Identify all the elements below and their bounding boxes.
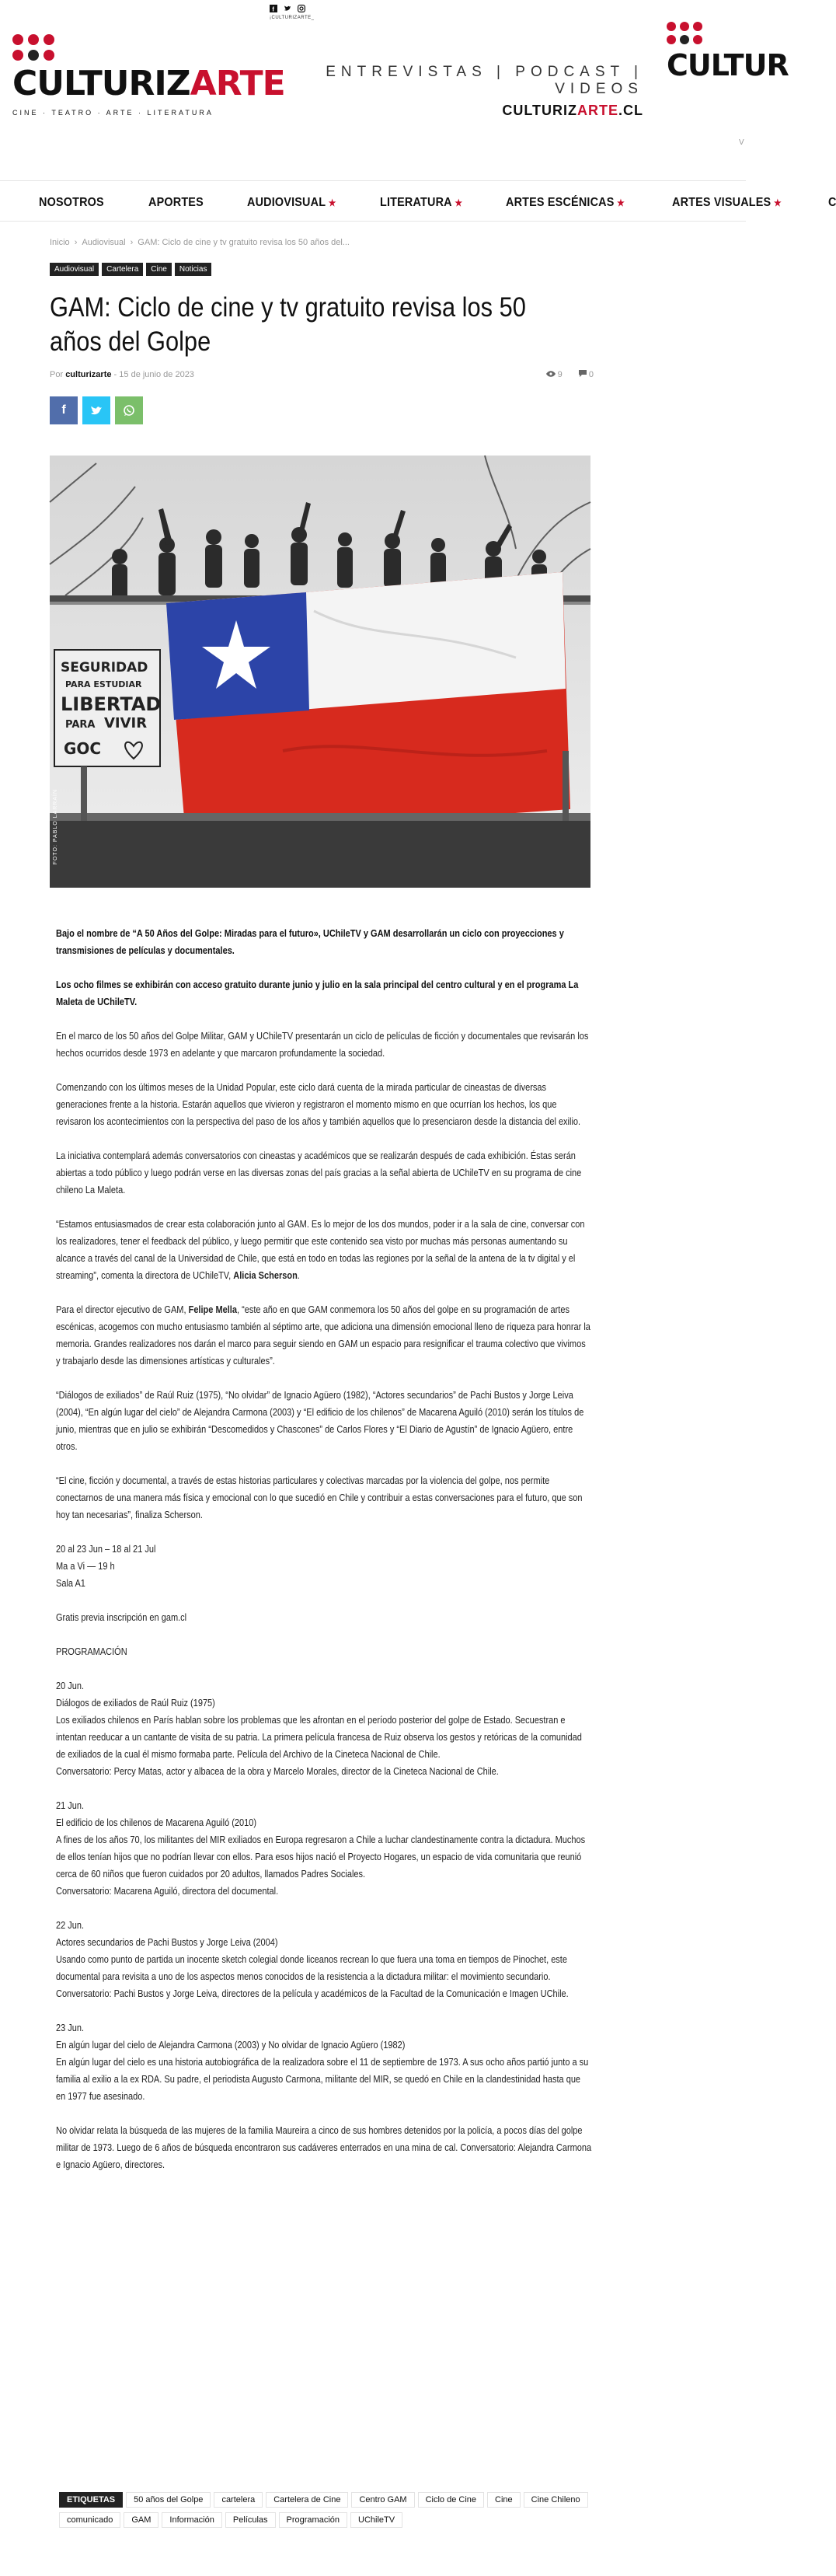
- twitter-icon[interactable]: [284, 5, 291, 12]
- tag-link[interactable]: Cine Chileno: [524, 2492, 588, 2508]
- share-twitter-button[interactable]: [82, 396, 110, 424]
- tag-link[interactable]: Información: [162, 2512, 221, 2528]
- nav-item-nosotros[interactable]: NOSOTROS: [39, 196, 104, 209]
- tags-label: ETIQUETAS: [59, 2492, 123, 2508]
- program-day: 21 Jun. El edificio de los chilenos de Macarena Aguiló (2010) A fines de los años 70, los militantes del MIR exiliados en Europa regresaron a Chile a luchar clandestinamente contra la dictadura. Muchos de ellos tenían hijos que no podrían llevar con ellos. Para esos hijos nació el Proyecto Hogares, un espacio de vida comunitaria que reunió cerca de 60 niños que fueron cuidados por 20 adultos, llamados Padres Sociales. Conversatorio: Macarena Aguiló, directora del documental.: [56, 1800, 586, 1897]
- facebook-icon[interactable]: [270, 5, 277, 12]
- banner-logo: CULTUR: [667, 22, 746, 80]
- category-cartelera[interactable]: Cartelera: [102, 263, 143, 276]
- article-quote: “Estamos entusiasmados de crear esta colaboración junto al GAM. Es lo mejor de los dos mundos, poder ir a la sala de cine, conversar con los realizadores, tener el feedback del público, y luego permitir que este contenido sea visto por muchas más personas aumentando su alcance a través del canal de la Universidad de Chile, que está en todo en todas las regiones por la señal de la antena de la tv digital y el streaming”, comenta la directora de UChileTV, Alicia Scherson.: [56, 1219, 585, 1281]
- tag-link[interactable]: 50 años del Golpe: [126, 2492, 211, 2508]
- article-lead: Bajo el nombre de “A 50 Años del Golpe: Miradas para el futuro», UChileTV y GAM desarrollarán un ciclo con proyecciones y transmisiones de películas y documentales.: [56, 928, 564, 956]
- whatsapp-icon: [123, 404, 135, 417]
- eye-icon: [546, 371, 556, 377]
- nav-item-literatura[interactable]: LITERATURA ★: [380, 196, 463, 209]
- logo-dots: [12, 34, 222, 61]
- banner-edge-text: V: [739, 138, 744, 147]
- tag-link[interactable]: Centro GAM: [351, 2492, 414, 2508]
- category-cine[interactable]: Cine: [146, 263, 172, 276]
- breadcrumb-home[interactable]: Inicio: [50, 238, 70, 247]
- category-noticias[interactable]: Noticias: [175, 263, 212, 276]
- post-tags: [59, 2492, 618, 2528]
- header-divider: [0, 180, 746, 181]
- article-paragraph: Comenzando con los últimos meses de la Unidad Popular, este ciclo dará cuenta de la mirada particular de cineastas de diversas generaciones frente a la historia. Estarán aquellos que vivieron y registraron el momento mismo en que ocurrían los hechos, los que revisaron los acontecimientos con la perspectiva del paso de los años y también aquellos que lo presenciaron desde la distancia del exilio.: [56, 1082, 581, 1127]
- comment-icon: [579, 370, 587, 377]
- banner-url: CULTURIZARTE.CL: [502, 103, 643, 118]
- svg-text:GOC: GOC: [64, 739, 102, 758]
- top-social-bar: [270, 5, 363, 20]
- tag-link[interactable]: comunicado: [59, 2512, 120, 2528]
- header-banner[interactable]: [270, 64, 643, 119]
- main-nav: [0, 185, 836, 221]
- facebook-icon: f: [61, 403, 66, 417]
- svg-text:PARA ESTUDIAR: PARA ESTUDIAR: [65, 679, 142, 689]
- tag-link[interactable]: Cine: [487, 2492, 521, 2508]
- banner-nav: ENTREVISTAS | PODCAST | VIDEOS: [326, 64, 643, 97]
- nav-item-artes-visuales[interactable]: ARTES VISUALES ★: [672, 196, 782, 209]
- tag-link[interactable]: Programación: [279, 2512, 347, 2528]
- tag-link[interactable]: GAM: [124, 2512, 158, 2528]
- hero-caption: FOTO: PABLO LARRAÍN: [53, 788, 58, 864]
- post-title: GAM: Ciclo de cine y tv gratuito revisa los 50 años del Golpe: [50, 292, 526, 357]
- post-author[interactable]: culturizarte: [65, 370, 112, 379]
- svg-text:VIVIR: VIVIR: [104, 715, 148, 731]
- tag-link[interactable]: Películas: [225, 2512, 276, 2528]
- program-day: 20 Jun. Diálogos de exiliados de Raúl Ruiz (1975) Los exiliados chilenos en París hablan sobre los problemas que les afrontan en el período posterior del golpe de Estado. Secuestran e intentan reeducar a un cantante de visita de su patria. La primera película francesa de Ruiz observa los gestos y retóricas de la comunidad de exiliados de la cual él mismo formaba parte. Película del Archivo de la Cineteca Nacional de Chile. Conversatorio: Percy Matas, actor y albacea de la obra y Marcelo Morales, director de la Cineteca Nacional de Chile.: [56, 1681, 582, 1777]
- article-paragraph: La iniciativa contemplará además conversatorios con cineastas y académicos que se realizarán después de cada exhibición. Éstas serán abiertas a todo público y luego podrán verse en las diversas zonas del país gracias a la señal abierta de UChileTV en su programa de cine chileno La Maleta.: [56, 1150, 582, 1196]
- article-paragraph: No olvidar relata la búsqueda de las mujeres de la familia Maureira a cinco de sus hombres detenidos por la policía, a pocos días del golpe militar de 1973. Luego de 6 años de búsqueda encontraron sus cadáveres enterrados en una mina de cal. Conversatorio: Alejandra Carmona e Ignacio Agüero, directores.: [56, 2125, 592, 2170]
- logo-wordmark: CULTURIZARTE: [12, 64, 285, 103]
- topbar-tag: ¡CULTURIZARTE_: [270, 16, 315, 20]
- social-icons: [270, 5, 363, 12]
- article-paragraph: “El cine, ficción y documental, a través de estas historias particulares y colectivas marcadas por la violencia del golpe, nos permite conectarnos de una manera más física y emocional con lo que sucedió en Chile y contribuir a estas conversaciones para el futuro, que son hoy tan necesarias”, finaliza Scherson.: [56, 1475, 583, 1520]
- tag-link[interactable]: UChileTV: [350, 2512, 402, 2528]
- program-heading: PROGRAMACIÓN: [56, 1646, 127, 1657]
- logo-subtitle: CINE · TEATRO · ARTE · LITERATURA: [12, 109, 214, 117]
- breadcrumb-current: GAM: Ciclo de cine y tv gratuito revisa los 50 años del...: [138, 238, 350, 247]
- instagram-icon[interactable]: [298, 5, 305, 12]
- share-buttons: [50, 396, 143, 424]
- article-lead-2: Los ocho filmes se exhibirán con acceso gratuito durante junio y julio en la sala principal del centro cultural y en el programa La Maleta de UChileTV.: [56, 979, 579, 1007]
- post-meta: Por culturizarte - 15 de junio de 2023 9 0: [50, 370, 594, 379]
- share-facebook-button[interactable]: [50, 396, 78, 424]
- svg-text:PARA: PARA: [65, 719, 96, 731]
- nav-item-aportes[interactable]: APORTES: [148, 196, 204, 209]
- tag-link[interactable]: cartelera: [214, 2492, 263, 2508]
- nav-item-more[interactable]: C: [827, 196, 836, 209]
- views-count: 9: [546, 370, 563, 379]
- site-logo[interactable]: [12, 34, 285, 117]
- event-info: 20 al 23 Jun – 18 al 21 Jul Ma a Vi — 19 h Sala A1: [56, 1544, 156, 1589]
- article-paragraph: En el marco de los 50 años del Golpe Militar, GAM y UChileTV presentarán un ciclo de películas de ficción y documentales que revisarán los hechos ocurridos desde 1973 en adelante y que marcaron profundamente la sociedad.: [56, 1031, 589, 1059]
- twitter-icon: [90, 405, 103, 416]
- svg-text:LIBERTAD: LIBERTAD: [61, 693, 162, 715]
- article-paragraph: “Diálogos de exiliados” de Raúl Ruiz (1975), “No olvidar” de Ignacio Agüero (1982), “Actores secundarios” de Pachi Bustos y Jorge Leiva (2004), “En algún lugar del cielo” de Alejandra Carmona (2003) y “El edificio de los chilenos” de Macarena Aguiló (2010) serán los títulos de junio, mientras que en julio se exhibirán “Descomedidos y Chascones” de Carlos Flores y “El Diario de Agustín” de Ignacio Agüero, entre otros.: [56, 1390, 584, 1452]
- program-day: 23 Jun. En algún lugar del cielo de Alejandra Carmona (2003) y No olvidar de Ignacio Agüero (1982) En algún lugar del cielo es una historia autobiográfica de la realizadora sobre el 11 de septiembre de 1973. A sus ocho años partió junto a su familia al exilio a la ex RDA. Su padre, el periodista Augusto Carmona, militante del MIR, se quedó en Chile en la clandestinidad hasta que en 1977 fue asesinado.: [56, 2023, 589, 2102]
- share-whatsapp-button[interactable]: [115, 396, 143, 424]
- program-day: 22 Jun. Actores secundarios de Pachi Bustos y Jorge Leiva (2004) Usando como punto de partida un inocente sketch colegial donde liceanos recrean lo que fuera una toma en tiempos de Pinochet, este documental para revisita a uno de los aspectos menos conocidos de la resistencia a la dictadura militar: el movimiento secundario. Conversatorio: Pachi Bustos y Jorge Leiva, directores de la película y académicos de la Facultad de la Comunicación e Imagen UChile.: [56, 1920, 569, 1999]
- nav-item-audiovisual[interactable]: AUDIOVISUAL ★: [246, 196, 336, 209]
- tag-link[interactable]: Cartelera de Cine: [266, 2492, 348, 2508]
- nav-divider: [0, 221, 746, 222]
- nav-item-artes-escenicas[interactable]: ARTES ESCÉNICAS ★: [506, 196, 625, 209]
- hero-image: [50, 456, 590, 888]
- breadcrumb: Inicio › Audiovisual › GAM: Ciclo de cine y tv gratuito revisa los 50 años del...: [50, 238, 350, 247]
- svg-text:SEGURIDAD: SEGURIDAD: [61, 660, 148, 675]
- article-body: [56, 925, 592, 2190]
- article-quote: Para el director ejecutivo de GAM, Felipe Mella, “este año en que GAM conmemora los 50 años del golpe en su programación de artes escénicas, acogemos con mucho entusiasmo también al séptimo arte, que adiciona una dimensión emocional lleno de riqueza para honrar la memoria. Grandes realizadores nos darán el marco para seguir siendo en GAM un espacio para resignificar el trauma colectivo que vivimos y trabajarlo desde las dimensiones artísticas y culturales”.: [56, 1304, 590, 1367]
- post-date: 15 de junio de 2023: [119, 370, 194, 379]
- category-audiovisual[interactable]: Audiovisual: [50, 263, 99, 276]
- event-signup: Gratis previa inscripción en gam.cl: [56, 1612, 187, 1623]
- breadcrumb-section[interactable]: Audiovisual: [82, 238, 126, 247]
- category-badges: [50, 263, 211, 276]
- tag-link[interactable]: Ciclo de Cine: [418, 2492, 484, 2508]
- svg-text:f: f: [272, 5, 274, 13]
- comments-count: 0: [579, 370, 594, 379]
